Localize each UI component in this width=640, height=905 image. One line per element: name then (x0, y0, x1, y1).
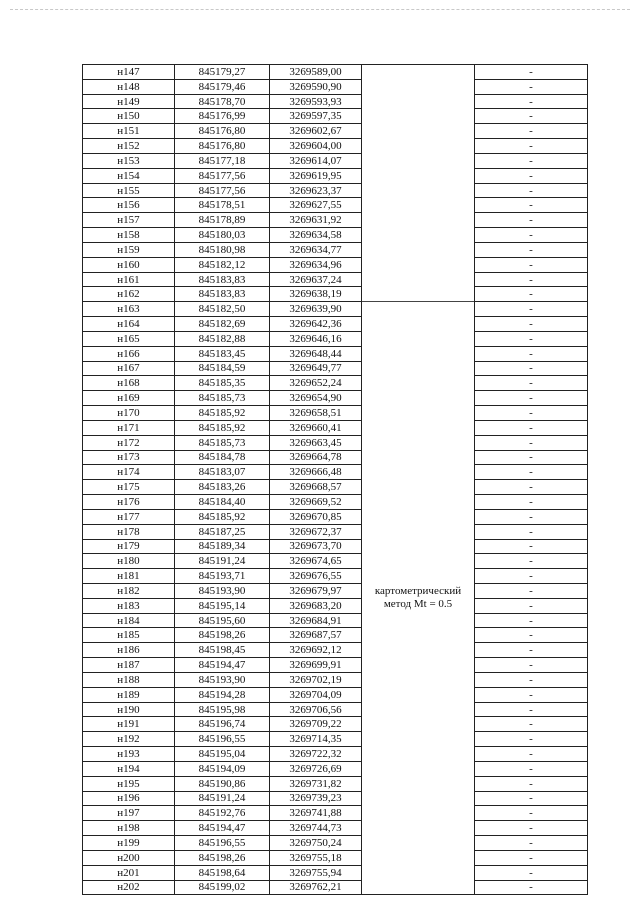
y-coordinate-cell: 3269722,32 (270, 747, 362, 762)
accuracy-cell: - (475, 228, 588, 243)
y-coordinate-cell: 3269669,52 (270, 495, 362, 510)
x-coordinate-cell: 845198,64 (175, 865, 270, 880)
accuracy-cell: - (475, 406, 588, 421)
table-row (83, 242, 588, 257)
y-coordinate-cell: 3269602,67 (270, 124, 362, 139)
x-coordinate-cell: 845185,92 (175, 509, 270, 524)
table-row (83, 183, 588, 198)
y-coordinate-cell: 3269642,36 (270, 317, 362, 332)
point-name-cell: н190 (83, 702, 175, 717)
table-row (83, 213, 588, 228)
x-coordinate-cell: 845185,92 (175, 406, 270, 421)
table-row (83, 376, 588, 391)
table-row (83, 776, 588, 791)
x-coordinate-cell: 845185,35 (175, 376, 270, 391)
point-name-cell: н149 (83, 94, 175, 109)
table-row (83, 509, 588, 524)
table-row (83, 272, 588, 287)
y-coordinate-cell: 3269676,55 (270, 569, 362, 584)
accuracy-cell: - (475, 79, 588, 94)
y-coordinate-cell: 3269589,00 (270, 65, 362, 80)
point-name-cell: н202 (83, 880, 175, 895)
table-row (83, 317, 588, 332)
x-coordinate-cell: 845198,26 (175, 850, 270, 865)
accuracy-cell: - (475, 583, 588, 598)
table-row (83, 139, 588, 154)
y-coordinate-cell: 3269652,24 (270, 376, 362, 391)
accuracy-cell: - (475, 94, 588, 109)
table-row (83, 643, 588, 658)
table-row (83, 583, 588, 598)
point-name-cell: н154 (83, 168, 175, 183)
table-row (83, 257, 588, 272)
table-row (83, 672, 588, 687)
y-coordinate-cell: 3269704,09 (270, 687, 362, 702)
y-coordinate-cell: 3269668,57 (270, 480, 362, 495)
table-row (83, 850, 588, 865)
accuracy-cell: - (475, 198, 588, 213)
accuracy-cell: - (475, 732, 588, 747)
x-coordinate-cell: 845177,56 (175, 183, 270, 198)
table-row (83, 168, 588, 183)
x-coordinate-cell: 845195,60 (175, 613, 270, 628)
x-coordinate-cell: 845195,98 (175, 702, 270, 717)
point-name-cell: н159 (83, 242, 175, 257)
y-coordinate-cell: 3269634,96 (270, 257, 362, 272)
table-row (83, 687, 588, 702)
x-coordinate-cell: 845185,92 (175, 420, 270, 435)
point-name-cell: н182 (83, 583, 175, 598)
coordinates-table (82, 64, 588, 895)
point-name-cell: н148 (83, 79, 175, 94)
table-row (83, 79, 588, 94)
y-coordinate-cell: 3269726,69 (270, 761, 362, 776)
x-coordinate-cell: 845179,27 (175, 65, 270, 80)
x-coordinate-cell: 845176,80 (175, 124, 270, 139)
accuracy-cell: - (475, 658, 588, 673)
table-row (83, 717, 588, 732)
point-name-cell: н151 (83, 124, 175, 139)
x-coordinate-cell: 845183,83 (175, 287, 270, 302)
x-coordinate-cell: 845194,47 (175, 658, 270, 673)
accuracy-cell: - (475, 65, 588, 80)
x-coordinate-cell: 845178,89 (175, 213, 270, 228)
accuracy-cell: - (475, 687, 588, 702)
table-row (83, 613, 588, 628)
accuracy-cell: - (475, 183, 588, 198)
y-coordinate-cell: 3269739,23 (270, 791, 362, 806)
x-coordinate-cell: 845199,02 (175, 880, 270, 895)
point-name-cell: н189 (83, 687, 175, 702)
table-row (83, 524, 588, 539)
y-coordinate-cell: 3269744,73 (270, 821, 362, 836)
table-row (83, 406, 588, 421)
x-coordinate-cell: 845198,45 (175, 643, 270, 658)
point-name-cell: н170 (83, 406, 175, 421)
point-name-cell: н167 (83, 361, 175, 376)
accuracy-cell: - (475, 524, 588, 539)
table-row (83, 495, 588, 510)
y-coordinate-cell: 3269654,90 (270, 391, 362, 406)
scan-header-line (10, 9, 630, 10)
x-coordinate-cell: 845176,99 (175, 109, 270, 124)
y-coordinate-cell: 3269679,97 (270, 583, 362, 598)
y-coordinate-cell: 3269619,95 (270, 168, 362, 183)
table-row (83, 287, 588, 302)
x-coordinate-cell: 845176,80 (175, 139, 270, 154)
x-coordinate-cell: 845184,40 (175, 495, 270, 510)
accuracy-cell: - (475, 598, 588, 613)
table-row (83, 747, 588, 762)
table-row (83, 821, 588, 836)
x-coordinate-cell: 845183,83 (175, 272, 270, 287)
x-coordinate-cell: 845184,59 (175, 361, 270, 376)
point-name-cell: н181 (83, 569, 175, 584)
y-coordinate-cell: 3269623,37 (270, 183, 362, 198)
y-coordinate-cell: 3269714,35 (270, 732, 362, 747)
accuracy-cell: - (475, 361, 588, 376)
table-row (83, 598, 588, 613)
y-coordinate-cell: 3269614,07 (270, 153, 362, 168)
table-row (83, 124, 588, 139)
y-coordinate-cell: 3269590,90 (270, 79, 362, 94)
point-name-cell: н147 (83, 65, 175, 80)
table-row (83, 302, 588, 317)
accuracy-cell: - (475, 213, 588, 228)
table-row (83, 94, 588, 109)
x-coordinate-cell: 845193,90 (175, 672, 270, 687)
x-coordinate-cell: 845191,24 (175, 791, 270, 806)
y-coordinate-cell: 3269702,19 (270, 672, 362, 687)
point-name-cell: н177 (83, 509, 175, 524)
y-coordinate-cell: 3269762,21 (270, 880, 362, 895)
table-row (83, 346, 588, 361)
table-row (83, 420, 588, 435)
x-coordinate-cell: 845177,18 (175, 153, 270, 168)
accuracy-cell: - (475, 643, 588, 658)
point-name-cell: н196 (83, 791, 175, 806)
point-name-cell: н185 (83, 628, 175, 643)
accuracy-cell: - (475, 465, 588, 480)
point-name-cell: н165 (83, 331, 175, 346)
x-coordinate-cell: 845180,03 (175, 228, 270, 243)
accuracy-cell: - (475, 880, 588, 895)
point-name-cell: н179 (83, 539, 175, 554)
x-coordinate-cell: 845183,26 (175, 480, 270, 495)
accuracy-cell: - (475, 850, 588, 865)
point-name-cell: н183 (83, 598, 175, 613)
accuracy-cell: - (475, 836, 588, 851)
accuracy-cell: - (475, 287, 588, 302)
table-row (83, 391, 588, 406)
table-row (83, 569, 588, 584)
accuracy-cell: - (475, 435, 588, 450)
accuracy-cell: - (475, 420, 588, 435)
point-name-cell: н193 (83, 747, 175, 762)
accuracy-cell: - (475, 747, 588, 762)
table-row (83, 836, 588, 851)
y-coordinate-cell: 3269597,35 (270, 109, 362, 124)
table-row (83, 65, 588, 80)
accuracy-cell: - (475, 139, 588, 154)
y-coordinate-cell: 3269683,20 (270, 598, 362, 613)
x-coordinate-cell: 845195,04 (175, 747, 270, 762)
point-name-cell: н199 (83, 836, 175, 851)
table-row (83, 435, 588, 450)
y-coordinate-cell: 3269638,19 (270, 287, 362, 302)
point-name-cell: н162 (83, 287, 175, 302)
accuracy-cell: - (475, 109, 588, 124)
accuracy-cell: - (475, 717, 588, 732)
point-name-cell: н153 (83, 153, 175, 168)
point-name-cell: н175 (83, 480, 175, 495)
point-name-cell: н180 (83, 554, 175, 569)
y-coordinate-cell: 3269658,51 (270, 406, 362, 421)
accuracy-cell: - (475, 509, 588, 524)
y-coordinate-cell: 3269755,18 (270, 850, 362, 865)
y-coordinate-cell: 3269741,88 (270, 806, 362, 821)
method-cell: картометрический метод Mt = 0.5 (362, 302, 475, 895)
y-coordinate-cell: 3269664,78 (270, 450, 362, 465)
y-coordinate-cell: 3269660,41 (270, 420, 362, 435)
x-coordinate-cell: 845194,09 (175, 761, 270, 776)
accuracy-cell: - (475, 761, 588, 776)
point-name-cell: н192 (83, 732, 175, 747)
accuracy-cell: - (475, 257, 588, 272)
accuracy-cell: - (475, 554, 588, 569)
accuracy-cell: - (475, 865, 588, 880)
point-name-cell: н157 (83, 213, 175, 228)
y-coordinate-cell: 3269692,12 (270, 643, 362, 658)
accuracy-cell: - (475, 806, 588, 821)
coordinates-table-body (83, 65, 588, 895)
point-name-cell: н161 (83, 272, 175, 287)
point-name-cell: н169 (83, 391, 175, 406)
accuracy-cell: - (475, 450, 588, 465)
accuracy-cell: - (475, 168, 588, 183)
x-coordinate-cell: 845185,73 (175, 435, 270, 450)
accuracy-cell: - (475, 391, 588, 406)
y-coordinate-cell: 3269666,48 (270, 465, 362, 480)
point-name-cell: н163 (83, 302, 175, 317)
y-coordinate-cell: 3269631,92 (270, 213, 362, 228)
accuracy-cell: - (475, 124, 588, 139)
y-coordinate-cell: 3269670,85 (270, 509, 362, 524)
table-row (83, 361, 588, 376)
table-row (83, 480, 588, 495)
y-coordinate-cell: 3269634,58 (270, 228, 362, 243)
point-name-cell: н171 (83, 420, 175, 435)
point-name-cell: н172 (83, 435, 175, 450)
x-coordinate-cell: 845184,78 (175, 450, 270, 465)
table-row (83, 228, 588, 243)
table-row (83, 109, 588, 124)
method-cell-empty (362, 65, 475, 302)
accuracy-cell: - (475, 302, 588, 317)
x-coordinate-cell: 845187,25 (175, 524, 270, 539)
point-name-cell: н173 (83, 450, 175, 465)
point-name-cell: н184 (83, 613, 175, 628)
accuracy-cell: - (475, 672, 588, 687)
x-coordinate-cell: 845178,51 (175, 198, 270, 213)
accuracy-cell: - (475, 776, 588, 791)
x-coordinate-cell: 845196,55 (175, 732, 270, 747)
y-coordinate-cell: 3269627,55 (270, 198, 362, 213)
table-row (83, 806, 588, 821)
x-coordinate-cell: 845182,88 (175, 331, 270, 346)
accuracy-cell: - (475, 495, 588, 510)
point-name-cell: н166 (83, 346, 175, 361)
y-coordinate-cell: 3269649,77 (270, 361, 362, 376)
accuracy-cell: - (475, 153, 588, 168)
accuracy-cell: - (475, 376, 588, 391)
y-coordinate-cell: 3269663,45 (270, 435, 362, 450)
x-coordinate-cell: 845190,86 (175, 776, 270, 791)
table-row (83, 865, 588, 880)
point-name-cell: н191 (83, 717, 175, 732)
accuracy-cell: - (475, 317, 588, 332)
accuracy-cell: - (475, 331, 588, 346)
point-name-cell: н201 (83, 865, 175, 880)
y-coordinate-cell: 3269672,37 (270, 524, 362, 539)
point-name-cell: н194 (83, 761, 175, 776)
table-row (83, 153, 588, 168)
point-name-cell: н187 (83, 658, 175, 673)
y-coordinate-cell: 3269706,56 (270, 702, 362, 717)
x-coordinate-cell: 845193,71 (175, 569, 270, 584)
y-coordinate-cell: 3269750,24 (270, 836, 362, 851)
table-row (83, 539, 588, 554)
x-coordinate-cell: 845194,28 (175, 687, 270, 702)
point-name-cell: н150 (83, 109, 175, 124)
table-row (83, 465, 588, 480)
x-coordinate-cell: 845185,73 (175, 391, 270, 406)
accuracy-cell: - (475, 821, 588, 836)
accuracy-cell: - (475, 242, 588, 257)
table-row (83, 198, 588, 213)
y-coordinate-cell: 3269755,94 (270, 865, 362, 880)
point-name-cell: н174 (83, 465, 175, 480)
x-coordinate-cell: 845179,46 (175, 79, 270, 94)
x-coordinate-cell: 845182,50 (175, 302, 270, 317)
accuracy-cell: - (475, 569, 588, 584)
x-coordinate-cell: 845189,34 (175, 539, 270, 554)
table-row (83, 450, 588, 465)
x-coordinate-cell: 845183,07 (175, 465, 270, 480)
y-coordinate-cell: 3269604,00 (270, 139, 362, 154)
table-row (83, 761, 588, 776)
table-row (83, 554, 588, 569)
x-coordinate-cell: 845180,98 (175, 242, 270, 257)
y-coordinate-cell: 3269648,44 (270, 346, 362, 361)
y-coordinate-cell: 3269687,57 (270, 628, 362, 643)
point-name-cell: н188 (83, 672, 175, 687)
point-name-cell: н200 (83, 850, 175, 865)
point-name-cell: н160 (83, 257, 175, 272)
y-coordinate-cell: 3269639,90 (270, 302, 362, 317)
x-coordinate-cell: 845178,70 (175, 94, 270, 109)
table-row (83, 658, 588, 673)
x-coordinate-cell: 845177,56 (175, 168, 270, 183)
accuracy-cell: - (475, 272, 588, 287)
y-coordinate-cell: 3269709,22 (270, 717, 362, 732)
x-coordinate-cell: 845196,74 (175, 717, 270, 732)
x-coordinate-cell: 845183,45 (175, 346, 270, 361)
y-coordinate-cell: 3269637,24 (270, 272, 362, 287)
y-coordinate-cell: 3269634,77 (270, 242, 362, 257)
point-name-cell: н168 (83, 376, 175, 391)
table-row (83, 702, 588, 717)
point-name-cell: н198 (83, 821, 175, 836)
accuracy-cell: - (475, 480, 588, 495)
point-name-cell: н186 (83, 643, 175, 658)
point-name-cell: н155 (83, 183, 175, 198)
point-name-cell: н156 (83, 198, 175, 213)
x-coordinate-cell: 845182,69 (175, 317, 270, 332)
point-name-cell: н152 (83, 139, 175, 154)
accuracy-cell: - (475, 346, 588, 361)
accuracy-cell: - (475, 539, 588, 554)
table-row (83, 791, 588, 806)
table-row (83, 732, 588, 747)
accuracy-cell: - (475, 613, 588, 628)
y-coordinate-cell: 3269646,16 (270, 331, 362, 346)
x-coordinate-cell: 845192,76 (175, 806, 270, 821)
y-coordinate-cell: 3269673,70 (270, 539, 362, 554)
point-name-cell: н195 (83, 776, 175, 791)
x-coordinate-cell: 845194,47 (175, 821, 270, 836)
accuracy-cell: - (475, 791, 588, 806)
point-name-cell: н176 (83, 495, 175, 510)
x-coordinate-cell: 845191,24 (175, 554, 270, 569)
y-coordinate-cell: 3269731,82 (270, 776, 362, 791)
y-coordinate-cell: 3269684,91 (270, 613, 362, 628)
x-coordinate-cell: 845196,55 (175, 836, 270, 851)
point-name-cell: н178 (83, 524, 175, 539)
x-coordinate-cell: 845182,12 (175, 257, 270, 272)
accuracy-cell: - (475, 628, 588, 643)
y-coordinate-cell: 3269593,93 (270, 94, 362, 109)
point-name-cell: н164 (83, 317, 175, 332)
x-coordinate-cell: 845193,90 (175, 583, 270, 598)
table-row (83, 331, 588, 346)
point-name-cell: н197 (83, 806, 175, 821)
x-coordinate-cell: 845195,14 (175, 598, 270, 613)
table-row (83, 880, 588, 895)
x-coordinate-cell: 845198,26 (175, 628, 270, 643)
y-coordinate-cell: 3269674,65 (270, 554, 362, 569)
accuracy-cell: - (475, 702, 588, 717)
table-row (83, 628, 588, 643)
point-name-cell: н158 (83, 228, 175, 243)
y-coordinate-cell: 3269699,91 (270, 658, 362, 673)
